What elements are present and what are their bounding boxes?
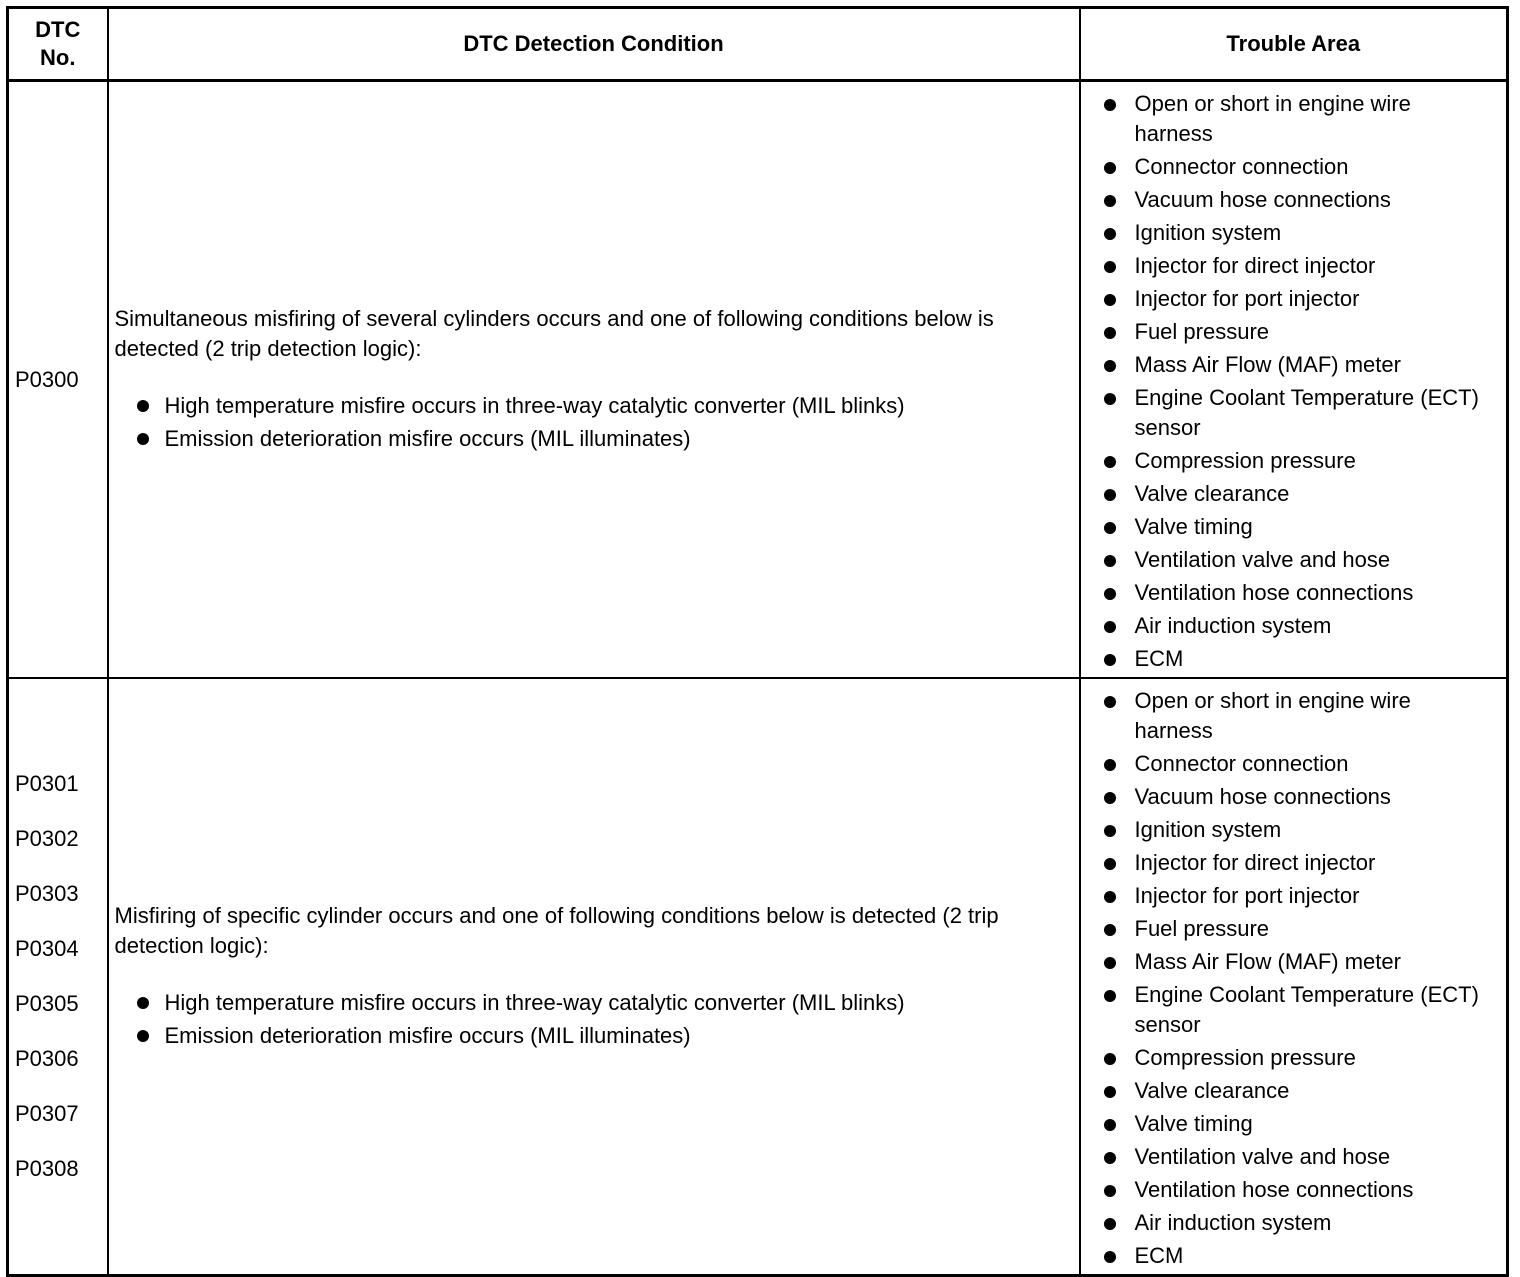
trouble-area-text: Vacuum hose connections: [1134, 187, 1391, 212]
trouble-area-item: [1081, 512, 1507, 542]
bullet-icon: [1104, 99, 1116, 111]
trouble-area-cell: [1080, 678, 1508, 1276]
trouble-area-item: [1081, 1241, 1507, 1271]
bullet-icon: [1104, 228, 1116, 240]
bullet-icon: [1104, 456, 1116, 468]
bullet-icon: [1104, 360, 1116, 372]
trouble-area-list: [1081, 686, 1507, 1271]
header-row: [8, 8, 1508, 81]
trouble-area-text: ECM: [1134, 646, 1184, 671]
trouble-area-item: [1081, 1142, 1507, 1172]
trouble-area-text: Injector for direct injector: [1134, 253, 1376, 278]
trouble-area-text: Fuel pressure: [1134, 319, 1270, 344]
trouble-area-item: [1081, 782, 1507, 812]
header-detection-condition: DTC Detection Condition: [108, 8, 1080, 81]
trouble-area-item: [1081, 947, 1507, 977]
trouble-area-text: Valve clearance: [1134, 1078, 1290, 1103]
condition-bullet-item: [115, 389, 1055, 422]
condition-bullet-text: Emission deterioration misfire occurs (MIL illuminates): [164, 426, 691, 451]
bullet-icon: [1104, 195, 1116, 207]
bullet-icon: [1104, 1251, 1116, 1263]
trouble-area-text: Compression pressure: [1134, 1045, 1356, 1070]
bullet-icon: [1104, 393, 1116, 405]
trouble-area-item: [1081, 914, 1507, 944]
trouble-area-text: Mass Air Flow (MAF) meter: [1134, 352, 1401, 377]
trouble-area-item: [1081, 881, 1507, 911]
trouble-area-text: Open or short in engine wire harness: [1134, 91, 1411, 146]
trouble-area-item: [1081, 815, 1507, 845]
trouble-area-cell: [1080, 81, 1508, 679]
trouble-area-text: Compression pressure: [1134, 448, 1356, 473]
dtc-table: [6, 6, 1509, 1277]
trouble-area-item: [1081, 749, 1507, 779]
trouble-area-text: Engine Coolant Temperature (ECT) sensor: [1134, 385, 1479, 440]
trouble-area-item: [1081, 644, 1507, 674]
trouble-area-text: Injector for port injector: [1134, 883, 1360, 908]
bullet-icon: [1104, 1053, 1116, 1065]
trouble-area-text: Ventilation valve and hose: [1134, 547, 1391, 572]
trouble-area-item: [1081, 545, 1507, 575]
bullet-icon: [1104, 327, 1116, 339]
trouble-area-item: [1081, 317, 1507, 347]
trouble-area-item: [1081, 1109, 1507, 1139]
trouble-area-item: [1081, 1175, 1507, 1205]
table-row: [8, 81, 1508, 679]
bullet-icon: [1104, 1152, 1116, 1164]
dtc-code: P0306: [15, 1046, 79, 1071]
trouble-area-text: Valve timing: [1134, 1111, 1253, 1136]
trouble-area-text: Injector for port injector: [1134, 286, 1360, 311]
trouble-area-text: Ventilation valve and hose: [1134, 1144, 1391, 1169]
condition-bullet-list: [115, 986, 1055, 1052]
trouble-area-item: [1081, 251, 1507, 281]
header-trouble-area: Trouble Area: [1080, 8, 1508, 81]
condition-bullet-item: [115, 1019, 1055, 1052]
bullet-icon: [1104, 654, 1116, 666]
condition-bullet-text: High temperature misfire occurs in three-way catalytic converter (MIL blinks): [164, 990, 905, 1015]
bullet-icon: [1104, 588, 1116, 600]
condition-bullet-text: Emission deterioration misfire occurs (MIL illuminates): [164, 1023, 691, 1048]
trouble-area-item: [1081, 479, 1507, 509]
bullet-icon: [1104, 1086, 1116, 1098]
trouble-area-text: Mass Air Flow (MAF) meter: [1134, 949, 1401, 974]
trouble-area-item: [1081, 152, 1507, 182]
dtc-code: P0304: [15, 936, 79, 961]
trouble-area-text: Ignition system: [1134, 220, 1282, 245]
dtc-code: P0305: [15, 991, 79, 1016]
condition-bullet-text: High temperature misfire occurs in three-way catalytic converter (MIL blinks): [164, 393, 905, 418]
bullet-icon: [1104, 1185, 1116, 1197]
trouble-area-text: Engine Coolant Temperature (ECT) sensor: [1134, 982, 1479, 1037]
bullet-icon: [1104, 957, 1116, 969]
table-row: [8, 678, 1508, 1276]
bullet-icon: [1104, 162, 1116, 174]
dtc-code: P0302: [15, 826, 79, 851]
trouble-area-item: [1081, 383, 1507, 443]
trouble-area-list: [1081, 89, 1507, 674]
condition-bullet-item: [115, 986, 1055, 1019]
bullet-icon: [1104, 792, 1116, 804]
bullet-icon: [1104, 261, 1116, 273]
bullet-icon: [1104, 924, 1116, 936]
bullet-icon: [1104, 858, 1116, 870]
bullet-icon: [1104, 1119, 1116, 1131]
trouble-area-item: [1081, 185, 1507, 215]
trouble-area-text: Open or short in engine wire harness: [1134, 688, 1411, 743]
bullet-icon: [1104, 759, 1116, 771]
trouble-area-item: [1081, 446, 1507, 476]
trouble-area-item: [1081, 1043, 1507, 1073]
trouble-area-item: [1081, 578, 1507, 608]
trouble-area-text: Air induction system: [1134, 613, 1332, 638]
bullet-icon: [1104, 555, 1116, 567]
bullet-icon: [137, 1030, 149, 1042]
condition-bullet-list: [115, 389, 1055, 455]
trouble-area-item: [1081, 1076, 1507, 1106]
bullet-icon: [1104, 294, 1116, 306]
condition-description: Simultaneous misfiring of several cylinders occurs and one of following conditions below is detected (2 trip detection logic):: [114, 306, 994, 361]
trouble-area-text: Vacuum hose connections: [1134, 784, 1391, 809]
trouble-area-item: [1081, 1208, 1507, 1238]
header-dtc-no: DTC No.: [8, 8, 108, 81]
trouble-area-text: Ignition system: [1134, 817, 1282, 842]
trouble-area-item: [1081, 848, 1507, 878]
detection-condition-cell: [108, 678, 1080, 1276]
bullet-icon: [1104, 990, 1116, 1002]
trouble-area-text: Air induction system: [1134, 1210, 1332, 1235]
dtc-code: P0301: [15, 771, 79, 796]
condition-bullet-item: [115, 422, 1055, 455]
bullet-icon: [1104, 1218, 1116, 1230]
trouble-area-item: [1081, 611, 1507, 641]
trouble-area-text: Connector connection: [1134, 751, 1349, 776]
dtc-code: P0307: [15, 1101, 79, 1126]
bullet-icon: [1104, 825, 1116, 837]
trouble-area-item: [1081, 686, 1507, 746]
trouble-area-item: [1081, 89, 1507, 149]
trouble-area-text: Injector for direct injector: [1134, 850, 1376, 875]
bullet-icon: [1104, 489, 1116, 501]
dtc-code-cell: [8, 81, 108, 679]
dtc-code: P0303: [15, 881, 79, 906]
bullet-icon: [137, 433, 149, 445]
trouble-area-item: [1081, 284, 1507, 314]
dtc-code: P0300: [15, 366, 79, 392]
trouble-area-text: Connector connection: [1134, 154, 1349, 179]
trouble-area-item: [1081, 350, 1507, 380]
trouble-area-text: Ventilation hose connections: [1134, 1177, 1414, 1202]
dtc-code: P0308: [15, 1156, 79, 1181]
bullet-icon: [1104, 891, 1116, 903]
detection-condition-cell: [108, 81, 1080, 679]
bullet-icon: [137, 997, 149, 1009]
bullet-icon: [1104, 696, 1116, 708]
trouble-area-text: Ventilation hose connections: [1134, 580, 1414, 605]
trouble-area-text: Valve timing: [1134, 514, 1253, 539]
dtc-code-cell: [8, 678, 108, 1276]
trouble-area-text: Valve clearance: [1134, 481, 1290, 506]
trouble-area-text: Fuel pressure: [1134, 916, 1270, 941]
bullet-icon: [137, 400, 149, 412]
bullet-icon: [1104, 522, 1116, 534]
bullet-icon: [1104, 621, 1116, 633]
condition-description: Misfiring of specific cylinder occurs and one of following conditions below is detected (2 trip detection logic):: [114, 903, 999, 958]
trouble-area-item: [1081, 980, 1507, 1040]
trouble-area-item: [1081, 218, 1507, 248]
trouble-area-text: ECM: [1134, 1243, 1184, 1268]
